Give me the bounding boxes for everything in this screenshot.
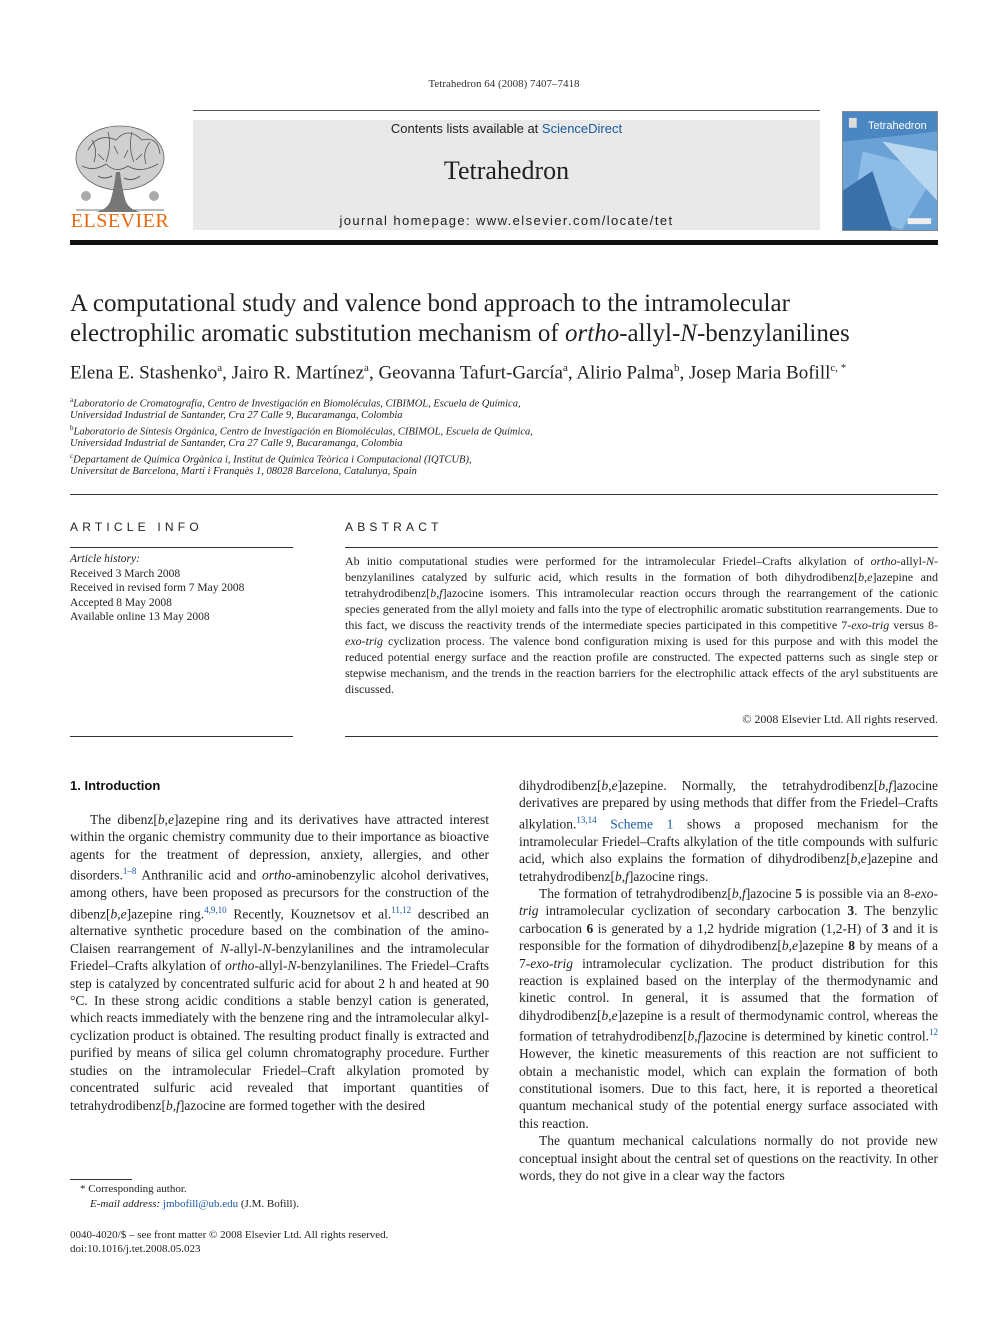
abstract-copyright: © 2008 Elsevier Ltd. All rights reserved. bbox=[742, 712, 938, 726]
email-note: E-mail address: jmbofill@ub.edu (J.M. Bofill). bbox=[90, 1198, 299, 1210]
author-name[interactable]: Jairo R. Martínez bbox=[231, 362, 365, 384]
author-name[interactable]: Alirio Palma bbox=[576, 362, 674, 384]
affiliation-b: $^b$Laboratorio de Síntesis Orgánica, Centro de Investigación en Biomoléculas, CIBIMOL, Escuela de Química, bbox=[70, 424, 533, 438]
author-list: Elena E. Stashenko$^a$, Jairo R. Martínez$^a$, Geovanna Tafurt-García$^a$, Alirio Palma$^b$, Josep Maria Bofill$^{c, *}$ bbox=[70, 362, 847, 384]
journal-name: Tetrahedron bbox=[443, 156, 570, 185]
divider bbox=[70, 736, 293, 737]
citation-ref[interactable]: 1–8 bbox=[122, 866, 137, 877]
author-affiliation-mark: b bbox=[673, 362, 680, 374]
divider bbox=[70, 547, 293, 548]
article-history bbox=[70, 552, 300, 625]
paragraph: The quantum mechanical calculations normally do not provide new conceptual insight about the central set of questions on the reactivity. In other words, they do not give in a clear way the factors bbox=[519, 1133, 938, 1183]
affiliation-c: $^c$Departament de Química Orgànica i, Institut de Química Teòrica i Computacional (IQTCUB), bbox=[70, 452, 472, 466]
affiliation-b-line2: Universidad Industrial de Santander, Cra 27 Calle 9, Bucaramanga, Colombia bbox=[70, 438, 403, 449]
issn-line: 0040-4020/$ – see front matter © 2008 Elsevier Ltd. All rights reserved. bbox=[70, 1229, 389, 1241]
citation-ref[interactable]: 11,12 bbox=[391, 904, 412, 915]
header-thick-rule bbox=[70, 240, 938, 245]
article-title bbox=[70, 289, 950, 349]
title-line-1: A computational study and valence bond approach to the intramolecular bbox=[70, 290, 790, 317]
title-line-2: electrophilic aromatic substitution mechanism of ortho-allyl-N-benzylanilines bbox=[70, 320, 850, 347]
author-affiliation-mark: a bbox=[217, 362, 223, 374]
cover-title: Tetrahedron bbox=[868, 120, 927, 132]
doi-line[interactable]: doi:10.1016/j.tet.2008.05.023 bbox=[70, 1243, 201, 1255]
elsevier-logo-text: ELSEVIER bbox=[70, 210, 170, 232]
sciencedirect-link[interactable]: ScienceDirect bbox=[541, 121, 623, 136]
paragraph: The dibenz[b,e]azepine ring and its derivatives have attracted interest within the organic chemistry community due to their importance as bioactive agents for the treatment of depression, anxiety, allergies, and other disorders.$^{1-8}$ Anthranilic acid and ortho-aminobenzylic alcohol derivatives, among others, have been proposed as precursors for the construction of the dibenz[b,e]azepine ring.$^{4,9,10}$ Recently, Kouznetsov et al.$^{11,12}$ described an alternative synthetic procedure based on the combination of the amino-Claisen rearrangement of N-allyl-N-benzylanilines and the intramolecular Friedel–Crafts alkylation of ortho-allyl-N-benzylanilines. The Friedel–Crafts step is catalyzed by concentrated sulfuric acid for about 2 h and heated at 90 °C. In these strong acidic conditions a stable benzyl cation is generated, which reacts immediately with the benzene ring and the intramolecular alkyl-cyclization product is obtained. The resulting product finally is extracted and purified by means of silica gel column chromatography procedure. Further studies on the intramolecular Friedel–Craft alkylation promoted by concentrated sulfuric acid revealed that important quantities of tetrahydrodibenz[b,f]azocine are formed together with the desired bbox=[70, 812, 490, 1113]
journal-homepage[interactable]: journal homepage: www.elsevier.com/locate/tet bbox=[339, 213, 674, 228]
accepted-date: Accepted 8 May 2008 bbox=[70, 596, 172, 609]
body-column-right bbox=[519, 777, 938, 1184]
header-rule bbox=[193, 110, 820, 111]
history-heading: Article history: bbox=[70, 553, 140, 565]
citation-ref[interactable]: 12 bbox=[929, 1027, 938, 1038]
affiliation-c-line2: Universitat de Barcelona, Martí i Franquès 1, 08028 Barcelona, Catalunya, Spain bbox=[70, 466, 417, 477]
online-date: Available online 13 May 2008 bbox=[70, 611, 210, 624]
contents-prefix: Contents lists available at bbox=[390, 121, 542, 136]
contents-line bbox=[193, 121, 820, 136]
footnote-rule bbox=[70, 1179, 132, 1180]
affiliation-a: $^a$Laboratorio de Cromatografía, Centro de Investigación en Biomoléculas, CIBIMOL, Escuela de Química, bbox=[70, 396, 521, 410]
article-info-label: ARTICLE INFO bbox=[70, 520, 203, 534]
revised-date: Received in revised form 7 May 2008 bbox=[70, 582, 245, 595]
citation-ref[interactable]: 4,9,10 bbox=[204, 904, 227, 915]
affiliation-a-line2: Universidad Industrial de Santander, Cra 27 Calle 9, Bucaramanga, Colombia bbox=[70, 410, 403, 421]
author-name[interactable]: Elena E. Stashenko bbox=[70, 362, 218, 384]
received-date: Received 3 March 2008 bbox=[70, 567, 181, 580]
author-name[interactable]: Geovanna Tafurt-García bbox=[378, 362, 563, 384]
corresponding-author-note: * Corresponding author. bbox=[80, 1183, 187, 1195]
divider bbox=[345, 736, 938, 737]
author-name[interactable]: Josep Maria Bofill bbox=[688, 362, 831, 384]
scheme-link[interactable]: Scheme 1 bbox=[610, 816, 674, 832]
abstract-label: ABSTRACT bbox=[345, 520, 443, 534]
citation-ref[interactable]: 13,14 bbox=[576, 814, 597, 825]
paragraph: The formation of tetrahydrodibenz[b,f]azocine 5 is possible via an 8-exo-trig intramolecular cyclization of secondary carbocation 3. The benzylic carbocation 6 is generated by a 1,2 hydride migration (1,2-H) of 3 and it is responsible for the formation of dihydrodibenz[b,e]azepine 8 by means of a 7-exo-trig intramolecular cyclization. The product distribution for this reaction is explained based on the interplay of the thermodynamic and kinetic control. In general, it is assumed that the formation of dihydrodibenz[b,e]azepine is a result of thermodynamic control, whereas the formation of tetrahydrodibenz[b,f]azocine is determined by kinetic control.$^{12}$ However, the kinetic measurements of this reaction are not sufficient to obtain a mechanistic model, which can explain the formation of both constitutional isomers. Due to this fact, here, it is reported a theoretical quantum mechanical study of the potential energy surface associated with this reaction. bbox=[519, 885, 939, 1131]
abstract-text: Ab initio computational studies were performed for the intramolecular Friedel–Crafts alkylation of ortho-allyl-N-benzylanilines catalyzed by sulfuric acid, which results in the formation of both dihydrodibenz[b,e]azepine and tetrahydrodibenz[b,f]azocine isomers. This intramolecular reaction occurs through the rearrangement of the cationic species generated from the allyl moiety and falls into the type of electrophilic aromatic substitution rearrangements. Due to this fact, we discuss the reactivity trends of the intermediate species participated in this competitive 7-exo-trig versus 8-exo-trig cyclization process. The valence bond configuration mixing is used for this purpose and with this model the reduced potential energy surface and the reaction profile are constructed. The expected patterns such as single step or stepwise mechanism, and the trends in the reaction barriers for the electrophilic attack effects of the aryl substituents are discussed. bbox=[345, 554, 938, 696]
divider bbox=[345, 547, 938, 548]
paragraph: dihydrodibenz[b,e]azepine. Normally, the tetrahydrodibenz[b,f]azocine derivatives are prepared by using methods that differ from the Friedel–Crafts alkylation.$^{13,14}$ Scheme 1 shows a proposed mechanism for the intramolecular Friedel–Crafts alkylation of the title compounds with sulfuric acid, which also explains the formation of dihydrodibenz[b,e]azepine and tetrahydrodibenz[b,f]azocine rings. bbox=[519, 778, 938, 884]
author-affiliation-mark: a bbox=[364, 362, 369, 374]
journal-citation: Tetrahedron 64 (2008) 7407–7418 bbox=[428, 78, 580, 90]
author-affiliation-mark: a bbox=[562, 362, 568, 374]
divider bbox=[70, 494, 938, 495]
author-affiliation-mark: c, * bbox=[830, 362, 847, 374]
email-link[interactable]: jmbofill@ub.edu bbox=[162, 1198, 239, 1210]
body-column-left bbox=[70, 811, 489, 1114]
section-heading-introduction: 1. Introduction bbox=[70, 778, 161, 793]
